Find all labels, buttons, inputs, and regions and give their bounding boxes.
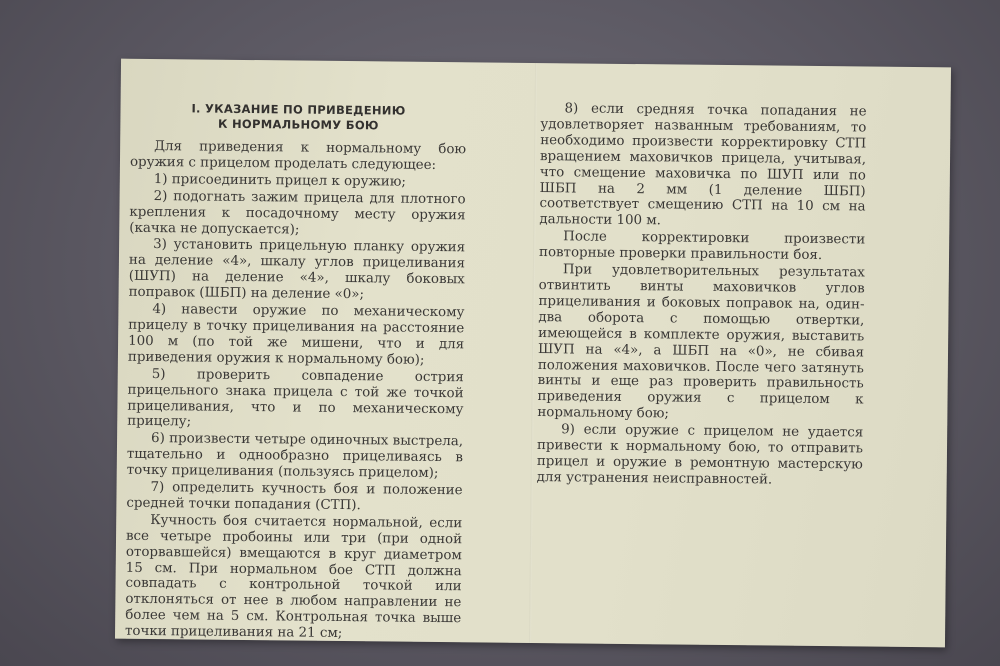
step-3: 3) установить прицельную планку оружия на деление «4», шкалу углов прицеливания (ШУП) на деление «4», шкалу боковых поправок (ШБП) на деление «0»; (128, 237, 466, 303)
accuracy-criteria: Кучность боя считается нормальной, если все четыре пробоины или три (при одной оторвавшейся) вмещаются в круг диаметром 15 см. При нормальном бое СТП должна совпадать с контрольной точкой или отклоняться от нее в любом направлении не более чем на 5 см. Контрольная точка выше точки прицеливания на 21 см; (124, 512, 463, 642)
left-column (125, 101, 467, 645)
heading-line-1: I. УКАЗАНИЕ ПО ПРИВЕДЕНИЮ (191, 101, 406, 118)
page-fold (529, 63, 537, 643)
step-1: 1) присоединить прицел к оружию; (153, 171, 407, 190)
recheck-paragraph: После корректировки произвести повторные проверки правильности боя. (538, 229, 866, 264)
step-2: 2) подогнать зажим прицела для плотного крепления к посадочному месту оружия (качка не допускается); (129, 188, 466, 238)
final-adjustment-paragraph: При удовлетворительных результатах отвинтить винты маховичков углов прицеливания и боковых поправок на, один-два оборота с помощью отвертки, имеющейся в комплекте оружия, выставить ШУП на «4», а ШБП на «0», не сбивая положения маховичков. После чего затянуть винты и еще раз проверить правильность приведения оружия с прицелом к нормальному бою; (537, 262, 865, 422)
intro-paragraph: Для приведения к нормальному бою оружия с прицелом проделать следующее: (129, 139, 467, 173)
step-9: 9) если оружие с прицелом не удается привести к нормальному бою, то отправить прицел и оружие в ремонтную мастерскую для устранения неисправностей. (536, 422, 864, 488)
step-5: 5) проверить совпадение острия прицельного знака прицела с той же точкой прицеливания, что и по механическому прицелу; (127, 366, 464, 430)
step-4: 4) навести оружие по механическому прицелу в точку прицеливания на расстояние 100 м (по той же мишени, что и для приведения оружия к нормальному бою); (127, 302, 465, 368)
heading-line-2: К НОРМАЛЬНОМУ БОЮ (217, 116, 379, 133)
step-7: 7) определить кучность боя и положение средней точки попадания (СТП). (126, 480, 463, 514)
step-6: 6) произвести четыре одиночных выстрела, тщательно и однообразно прицеливаясь в точку прицеливания (пользуясь прицелом); (126, 431, 464, 482)
instruction-sheet (115, 59, 951, 648)
step-8: 8) если средняя точка попадания не удовлетворяет названным требованиям, то необходимо произвести корректировку СТП вращением маховичков прицела, учитывая, что смещение маховичка по ШУП или по ШБП на 2 мм (1 деление ШБП) соответствует смещению СТП на 10 см на дальности 100 м. (539, 101, 867, 229)
section-heading (130, 101, 466, 135)
right-column (537, 101, 867, 490)
